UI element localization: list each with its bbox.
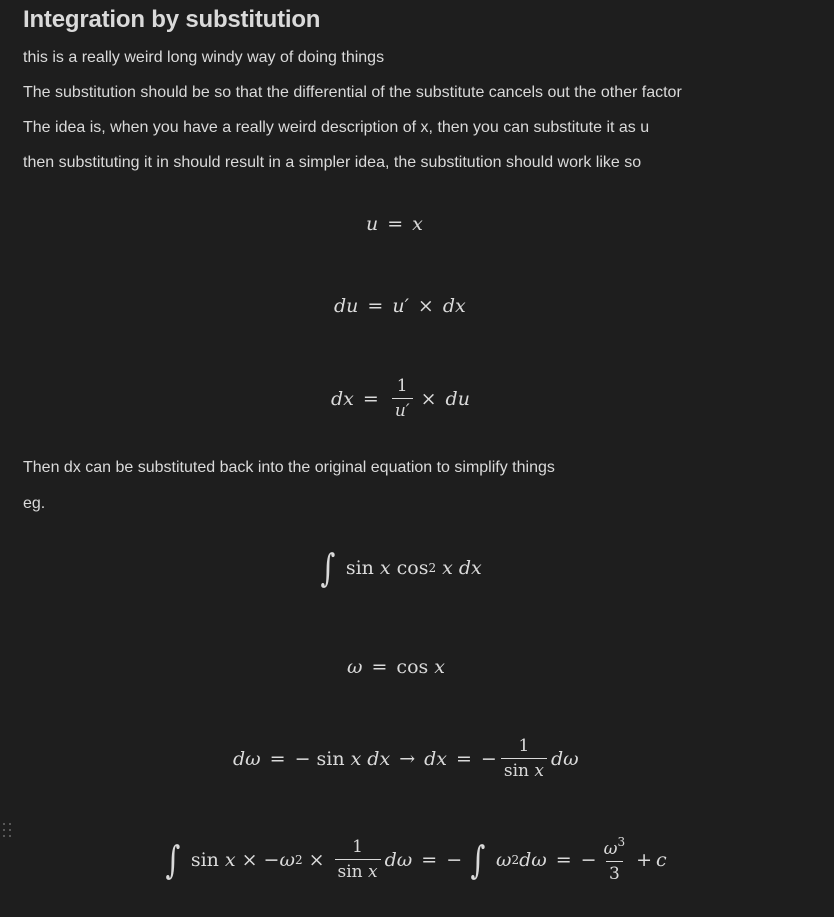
eq5-lhs: ω [347,656,363,678]
equation-dx: dx = $\frac{1}{u'}$ × du [331,376,470,421]
eq3-den: u′ [392,398,413,421]
eq4-pow: 2 [428,561,437,575]
eq4-func2: cos [396,557,429,579]
eq7-w: ω [279,848,295,871]
eq6-den-var: x [534,761,544,781]
equation-u-equals-x: u = x [366,213,423,235]
integral-sign: ∫ [320,546,336,590]
eq4-var: x [379,557,391,579]
eq7-var: x [224,848,236,871]
eq7-c: c [656,848,667,871]
eq7-fraction [335,837,381,882]
equation-integral [318,546,482,590]
note-title: Integration by substitution [23,6,321,33]
paragraph-3: The idea is, when you have a really weird description of x, then you can substitute it as u [23,119,650,136]
paragraph-4: then substituting it in should result in a simpler idea, the substitution should work like so [23,154,642,171]
eq6-den-func: sin [503,761,529,781]
eq1-lhs: u [366,213,379,235]
paragraph-eg: eg. [23,495,46,512]
eq4-func: sin [345,557,374,579]
eq2-lhs: du [334,295,359,317]
eq7-num: 1 [352,837,363,857]
equation-omega: ω = cos x [347,656,445,678]
eq6-num: 1 [518,736,530,756]
eq7-dw: dω [384,848,413,871]
eq6-func: sin [316,747,345,770]
eq7-fraction-2 [601,835,629,884]
eq6-dx: dx [367,747,391,770]
eq3-fraction [392,376,413,421]
eq7-pow2: 2 [511,852,520,867]
eq7-den-var: x [368,862,378,882]
eq6-dx2: dx [424,747,447,770]
equation-final: ∫ sin x × − ω 2 × $\frac{1}{\text{sin x}}$ dω = − ∫ ω 2 dω = − $\frac{\omega^3}{3}$ + c [165,835,667,884]
eq6-tail: dω [550,747,579,770]
eq3-lhs: dx [331,387,354,410]
eq4-diff: dx [458,557,482,579]
eq2-rhs-a: u′ [392,295,409,317]
eq4-var2: x [442,557,453,579]
eq7-w2: ω [495,848,512,871]
integral-sign-2: ∫ [165,837,181,882]
eq7-dw2: dω [519,848,547,871]
eq1-rhs: x [412,213,423,235]
eq7-num2: ω [603,839,618,859]
equation-du: du = u′ × dx [334,295,466,317]
eq5-func: cos [396,656,429,678]
eq7-den-func: sin [337,862,363,882]
eq6-var: x [350,747,362,770]
eq7-pow: 2 [294,852,303,867]
paragraph-5: Then dx can be substituted back into the original equation to simplify things [23,459,555,476]
drag-handle-icon[interactable] [3,823,13,841]
paragraph-1: this is a really weird long windy way of doing things [23,49,385,66]
eq5-var: x [434,656,445,678]
eq7-num2-pow: 3 [617,835,626,849]
eq7-den2: 3 [606,861,623,884]
paragraph-2: The substitution should be so that the differential of the substitute cancels out the other factor [23,84,682,101]
eq3-num: 1 [396,376,408,396]
eq2-rhs-b: dx [442,295,466,317]
eq7-func: sin [190,848,219,871]
equation-domega: dω = − sin x dx → dx = − $\frac{1}{\text{sin x}}$ dω [233,736,579,781]
eq3-rhs-b: du [445,387,470,410]
eq6-fraction [501,736,547,781]
eq6-lhs: dω [233,747,261,770]
integral-sign-3: ∫ [470,837,486,882]
